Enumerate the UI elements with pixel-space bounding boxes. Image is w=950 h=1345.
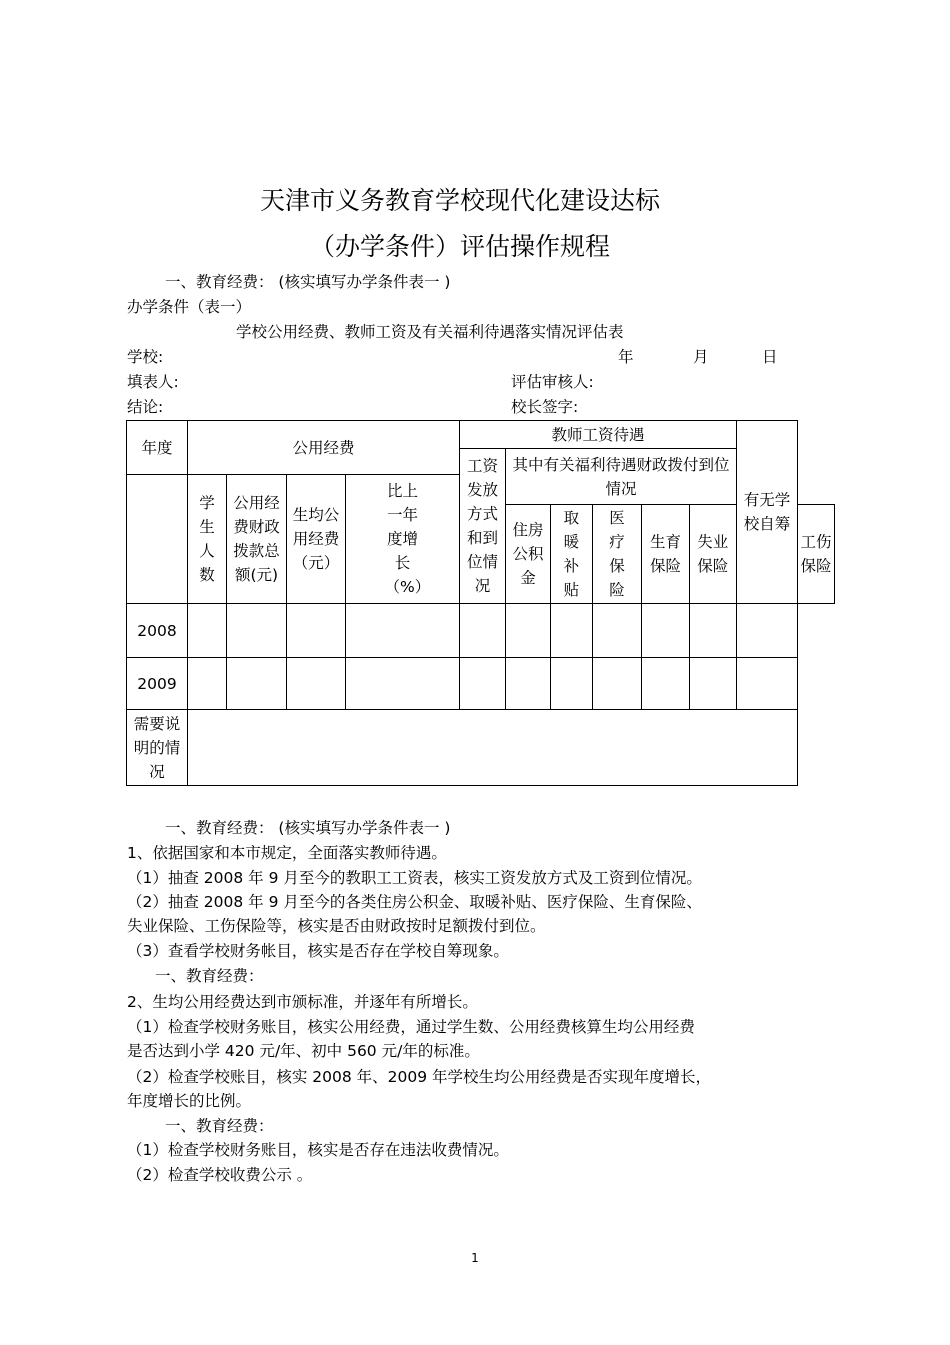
cell-students-2009[interactable] — [188, 658, 227, 710]
body-item-1: 1、依据国家和本市规定，全面落实教师待遇。 — [127, 844, 447, 862]
body-item-1-3: （3）查看学校财务帐目，核实是否存在学校自筹现象。 — [127, 942, 509, 960]
cell-students-2008[interactable] — [188, 604, 227, 658]
header-welfare: 其中有关福利待遇财政拨付到位情况 — [506, 449, 737, 505]
cell-pay-method-2008[interactable] — [460, 604, 506, 658]
page-title-line1: 天津市义务教育学校现代化建设达标 — [259, 186, 660, 215]
body-item-3-2: （2）检查学校收费公示 。 — [127, 1166, 313, 1184]
cell-notes[interactable] — [188, 710, 798, 786]
header-year: 年度 — [127, 421, 188, 475]
reviewer-field-label: 评估审核人: — [511, 373, 594, 391]
body-item-2-2a: （2）检查学校账目，核实 2008 年、2009 年学校生均公用经费是否实现年度增长， — [127, 1068, 712, 1086]
section-heading: 一、教育经费： (核实填写办学条件表一 ) — [165, 273, 451, 291]
body-item-2-1a: （1）检查学校财务账目，核实公用经费，通过学生数、公用经费核算生均公用经费 — [127, 1018, 695, 1036]
body-item-2-2b: 年度增长的比例。 — [127, 1092, 252, 1110]
header-pay-method: 工资发放方式和到位情况 — [460, 449, 506, 604]
cell-unemployment-2008[interactable] — [689, 604, 736, 658]
table-row — [127, 710, 835, 786]
cell-housing-2008[interactable] — [506, 604, 551, 658]
row-year-2008: 2008 — [127, 604, 188, 658]
header-heating: 取暖补贴 — [551, 505, 593, 604]
cell-per-student-2009[interactable] — [287, 658, 346, 710]
page-title-line2: （办学条件）评估操作规程 — [309, 232, 610, 261]
body-heading-1: 一、教育经费： (核实填写办学条件表一 ) — [165, 819, 451, 837]
principal-sign-label: 校长签字: — [511, 398, 579, 416]
header-housing: 住房公积金 — [506, 505, 551, 604]
cell-maternity-2008[interactable] — [642, 604, 689, 658]
cell-heating-2008[interactable] — [551, 604, 593, 658]
body-item-1-2b: 失业保险、工伤保险等，核实是否由财政按时足额拨付到位。 — [127, 917, 546, 935]
cell-medical-2008[interactable] — [592, 604, 642, 658]
cell-heating-2009[interactable] — [551, 658, 593, 710]
header-medical: 医疗保险 — [592, 505, 642, 604]
header-year-blank — [127, 475, 188, 604]
school-field-label: 学校: — [127, 348, 164, 366]
body-item-1-1: （1）抽查 2008 年 9 月至今的教职工工资表，核实工资发放方式及工资到位情况。 — [127, 869, 702, 887]
row-notes-label: 需要说明的情况 — [127, 710, 188, 786]
header-students: 学生人数 — [188, 475, 227, 604]
body-item-2-1b: 是否达到小学 420 元/年、初中 560 元/年的标准。 — [127, 1042, 480, 1060]
month-label: 月 — [693, 348, 709, 366]
cell-medical-2009[interactable] — [592, 658, 642, 710]
evaluation-table — [126, 420, 835, 786]
cell-growth-2008[interactable] — [346, 604, 460, 658]
header-unemployment: 失业保险 — [689, 505, 736, 604]
header-public-funds: 公用经费 — [188, 421, 460, 475]
header-growth: 比上一年度增长（%） — [346, 475, 460, 604]
body-heading-3: 一、教育经费： — [165, 1117, 274, 1135]
body-item-3-1: （1）检查学校财务账目，核实是否存在违法收费情况。 — [127, 1141, 509, 1159]
row-year-2009: 2009 — [127, 658, 188, 710]
header-teacher-salary: 教师工资待遇 — [460, 421, 737, 449]
cell-injury-2008[interactable] — [737, 604, 798, 658]
cell-per-student-2008[interactable] — [287, 604, 346, 658]
header-per-student: 生均公用经费（元） — [287, 475, 346, 604]
page-number: 1 — [471, 1251, 479, 1265]
filler-field-label: 填表人: — [127, 373, 179, 391]
day-label: 日 — [762, 348, 778, 366]
cell-unemployment-2009[interactable] — [689, 658, 736, 710]
cell-maternity-2009[interactable] — [642, 658, 689, 710]
cell-pay-method-2009[interactable] — [460, 658, 506, 710]
table-row — [127, 658, 835, 710]
form-title: 学校公用经费、教师工资及有关福利待遇落实情况评估表 — [236, 323, 624, 341]
year-label: 年 — [618, 348, 634, 366]
header-maternity: 生育保险 — [642, 505, 689, 604]
header-self-raise: 有无学校自筹 — [737, 421, 798, 604]
body-item-1-2a: （2）抽查 2008 年 9 月至今的各类住房公积金、取暖补贴、医疗保险、生育保险、 — [127, 893, 702, 911]
cell-total-alloc-2009[interactable] — [227, 658, 287, 710]
header-total-alloc: 公用经费财政拨款总额(元) — [227, 475, 287, 604]
body-item-2: 2、生均公用经费达到市颁标准，并逐年有所增长。 — [127, 993, 478, 1011]
cell-total-alloc-2008[interactable] — [227, 604, 287, 658]
body-heading-2: 一、教育经费： — [155, 967, 264, 985]
header-injury: 工伤保险 — [798, 505, 835, 604]
cell-housing-2009[interactable] — [506, 658, 551, 710]
conclusion-field-label: 结论: — [127, 398, 164, 416]
cell-growth-2009[interactable] — [346, 658, 460, 710]
cell-injury-2009[interactable] — [737, 658, 798, 710]
form-label: 办学条件（表一） — [127, 298, 252, 316]
table-row — [127, 604, 835, 658]
